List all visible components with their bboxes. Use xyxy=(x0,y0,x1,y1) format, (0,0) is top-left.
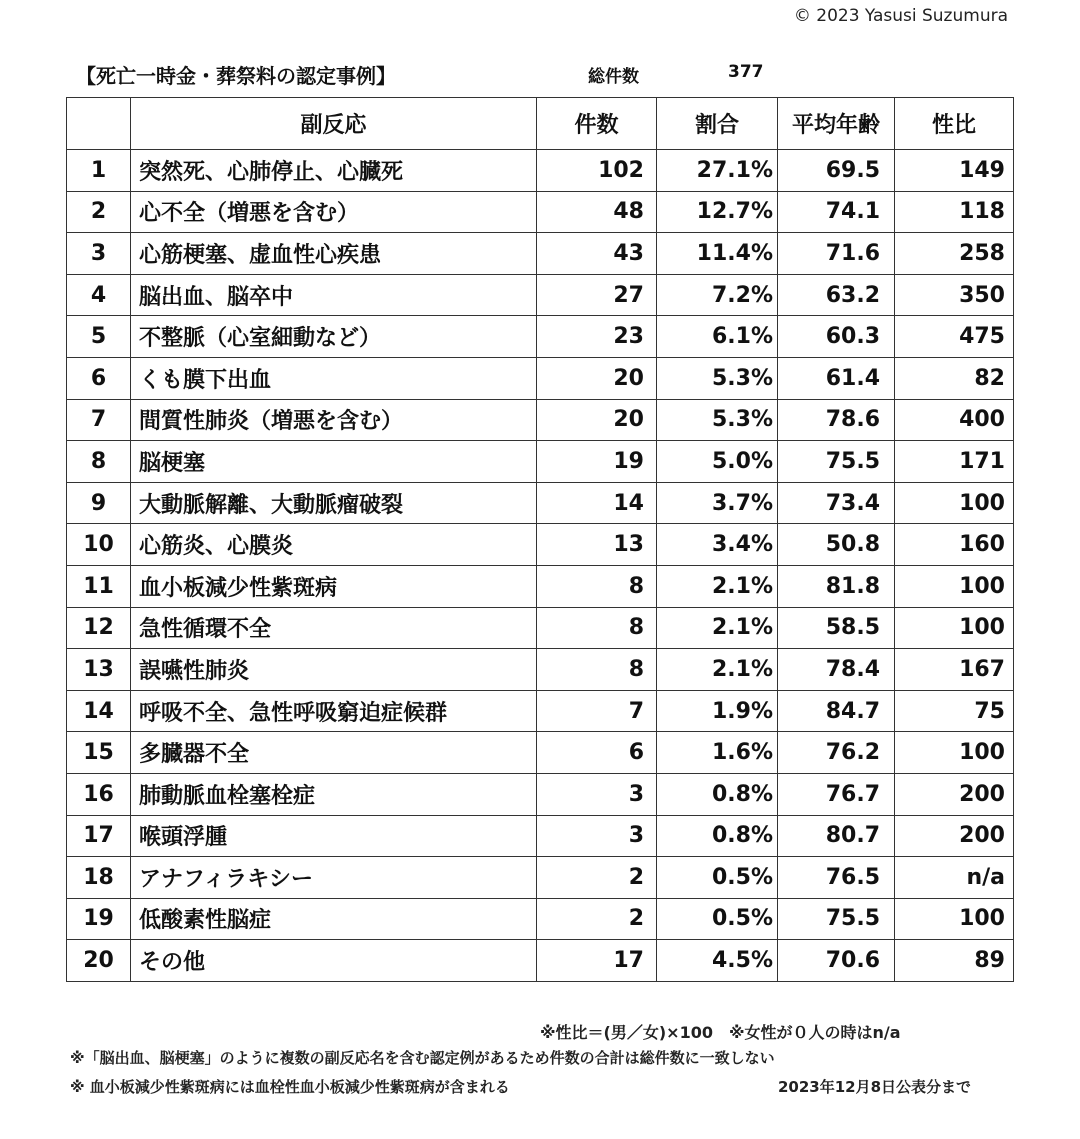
table-row xyxy=(67,690,1014,732)
average-age-cell: 78.6 xyxy=(778,399,895,441)
row-number: 16 xyxy=(67,773,131,815)
percentage-cell: 3.7% xyxy=(657,482,778,524)
average-age-cell: 84.7 xyxy=(778,690,895,732)
row-number: 10 xyxy=(67,524,131,566)
percentage-cell: 5.3% xyxy=(657,357,778,399)
count-cell: 8 xyxy=(537,607,657,649)
average-age-cell: 75.5 xyxy=(778,441,895,483)
row-number: 7 xyxy=(67,399,131,441)
sex-ratio-cell: 100 xyxy=(895,732,1014,774)
table-row xyxy=(67,857,1014,899)
count-cell: 23 xyxy=(537,316,657,358)
percentage-cell: 0.5% xyxy=(657,898,778,940)
percentage-cell: 27.1% xyxy=(657,150,778,192)
percentage-cell: 0.5% xyxy=(657,857,778,899)
average-age-cell: 71.6 xyxy=(778,233,895,275)
count-cell: 43 xyxy=(537,233,657,275)
percentage-cell: 2.1% xyxy=(657,565,778,607)
row-number: 8 xyxy=(67,441,131,483)
note-multiple-reactions: ※「脳出血、脳梗塞」のように複数の副反応名を含む認定例があるため件数の合計は総件数に一致しない xyxy=(70,1049,775,1067)
adverse-reaction-name: 呼吸不全、急性呼吸窮迫症候群 xyxy=(131,690,537,732)
count-cell: 6 xyxy=(537,732,657,774)
adverse-reaction-name: 心筋炎、心膜炎 xyxy=(131,524,537,566)
sex-ratio-cell: 100 xyxy=(895,482,1014,524)
sex-ratio-cell: 258 xyxy=(895,233,1014,275)
average-age-cell: 78.4 xyxy=(778,649,895,691)
row-number: 4 xyxy=(67,274,131,316)
adverse-reaction-name: その他 xyxy=(131,940,537,982)
sex-ratio-cell: 160 xyxy=(895,524,1014,566)
table-row xyxy=(67,150,1014,192)
note-sex-ratio: ※性比＝(男／女)×100 ※女性が０人の時はn/a xyxy=(540,1023,901,1042)
count-cell: 20 xyxy=(537,399,657,441)
sex-ratio-cell: 400 xyxy=(895,399,1014,441)
row-number: 1 xyxy=(67,150,131,192)
row-number: 20 xyxy=(67,940,131,982)
count-cell: 13 xyxy=(537,524,657,566)
table-row xyxy=(67,274,1014,316)
header-count: 件数 xyxy=(537,98,657,150)
percentage-cell: 1.9% xyxy=(657,690,778,732)
row-number: 18 xyxy=(67,857,131,899)
total-count-label: 総件数 xyxy=(588,67,639,87)
row-number: 6 xyxy=(67,357,131,399)
table-row xyxy=(67,898,1014,940)
copyright-text: © 2023 Yasusi Suzumura xyxy=(793,6,1008,26)
adverse-reaction-name: 心不全（増悪を含む） xyxy=(131,191,537,233)
adverse-reaction-name: 突然死、心肺停止、心臓死 xyxy=(131,150,537,192)
row-number: 2 xyxy=(67,191,131,233)
adverse-reaction-name: 心筋梗塞、虚血性心疾患 xyxy=(131,233,537,275)
adverse-events-table xyxy=(66,97,1014,982)
header-no xyxy=(67,98,131,150)
count-cell: 20 xyxy=(537,357,657,399)
table-row xyxy=(67,815,1014,857)
sex-ratio-cell: 167 xyxy=(895,649,1014,691)
percentage-cell: 2.1% xyxy=(657,607,778,649)
header-average-age: 平均年齢 xyxy=(778,98,895,150)
average-age-cell: 60.3 xyxy=(778,316,895,358)
percentage-cell: 1.6% xyxy=(657,732,778,774)
average-age-cell: 76.2 xyxy=(778,732,895,774)
row-number: 3 xyxy=(67,233,131,275)
count-cell: 19 xyxy=(537,441,657,483)
percentage-cell: 4.5% xyxy=(657,940,778,982)
adverse-reaction-name: 急性循環不全 xyxy=(131,607,537,649)
sex-ratio-cell: n/a xyxy=(895,857,1014,899)
percentage-cell: 12.7% xyxy=(657,191,778,233)
adverse-reaction-name: くも膜下出血 xyxy=(131,357,537,399)
row-number: 13 xyxy=(67,649,131,691)
average-age-cell: 76.7 xyxy=(778,773,895,815)
row-number: 17 xyxy=(67,815,131,857)
sex-ratio-cell: 200 xyxy=(895,773,1014,815)
row-number: 15 xyxy=(67,732,131,774)
count-cell: 27 xyxy=(537,274,657,316)
table-row xyxy=(67,191,1014,233)
percentage-cell: 7.2% xyxy=(657,274,778,316)
header-percentage: 割合 xyxy=(657,98,778,150)
header-adverse-reaction: 副反応 xyxy=(131,98,537,150)
publication-date-note: 2023年12月8日公表分まで xyxy=(778,1078,972,1096)
row-number: 14 xyxy=(67,690,131,732)
average-age-cell: 75.5 xyxy=(778,898,895,940)
count-cell: 17 xyxy=(537,940,657,982)
percentage-cell: 2.1% xyxy=(657,649,778,691)
count-cell: 3 xyxy=(537,773,657,815)
row-number: 11 xyxy=(67,565,131,607)
average-age-cell: 74.1 xyxy=(778,191,895,233)
count-cell: 2 xyxy=(537,857,657,899)
sex-ratio-cell: 100 xyxy=(895,607,1014,649)
percentage-cell: 0.8% xyxy=(657,773,778,815)
table-row xyxy=(67,399,1014,441)
adverse-reaction-name: 脳出血、脳卒中 xyxy=(131,274,537,316)
adverse-reaction-name: アナフィラキシー xyxy=(131,857,537,899)
header-sex-ratio: 性比 xyxy=(895,98,1014,150)
table-row xyxy=(67,607,1014,649)
adverse-reaction-name: 不整脈（心室細動など） xyxy=(131,316,537,358)
table-body xyxy=(67,150,1014,982)
adverse-reaction-name: 脳梗塞 xyxy=(131,441,537,483)
sex-ratio-cell: 350 xyxy=(895,274,1014,316)
table-row xyxy=(67,233,1014,275)
sex-ratio-cell: 171 xyxy=(895,441,1014,483)
adverse-reaction-name: 喉頭浮腫 xyxy=(131,815,537,857)
percentage-cell: 3.4% xyxy=(657,524,778,566)
count-cell: 7 xyxy=(537,690,657,732)
sex-ratio-cell: 75 xyxy=(895,690,1014,732)
count-cell: 102 xyxy=(537,150,657,192)
table-row xyxy=(67,524,1014,566)
count-cell: 3 xyxy=(537,815,657,857)
sex-ratio-cell: 200 xyxy=(895,815,1014,857)
adverse-reaction-name: 多臓器不全 xyxy=(131,732,537,774)
sex-ratio-cell: 149 xyxy=(895,150,1014,192)
adverse-reaction-name: 誤嚥性肺炎 xyxy=(131,649,537,691)
average-age-cell: 81.8 xyxy=(778,565,895,607)
percentage-cell: 5.3% xyxy=(657,399,778,441)
average-age-cell: 69.5 xyxy=(778,150,895,192)
average-age-cell: 58.5 xyxy=(778,607,895,649)
row-number: 9 xyxy=(67,482,131,524)
table-row xyxy=(67,940,1014,982)
table-title: 【死亡一時金・葬祭料の認定事例】 xyxy=(76,64,396,88)
average-age-cell: 73.4 xyxy=(778,482,895,524)
count-cell: 2 xyxy=(537,898,657,940)
sex-ratio-cell: 82 xyxy=(895,357,1014,399)
average-age-cell: 70.6 xyxy=(778,940,895,982)
percentage-cell: 6.1% xyxy=(657,316,778,358)
table-row xyxy=(67,773,1014,815)
row-number: 19 xyxy=(67,898,131,940)
count-cell: 14 xyxy=(537,482,657,524)
adverse-reaction-name: 低酸素性脳症 xyxy=(131,898,537,940)
count-cell: 48 xyxy=(537,191,657,233)
table-header-row xyxy=(67,98,1014,150)
adverse-reaction-name: 血小板減少性紫斑病 xyxy=(131,565,537,607)
count-cell: 8 xyxy=(537,649,657,691)
adverse-reaction-name: 間質性肺炎（増悪を含む） xyxy=(131,399,537,441)
sex-ratio-cell: 118 xyxy=(895,191,1014,233)
table-row xyxy=(67,565,1014,607)
count-cell: 8 xyxy=(537,565,657,607)
average-age-cell: 76.5 xyxy=(778,857,895,899)
average-age-cell: 80.7 xyxy=(778,815,895,857)
table-row xyxy=(67,649,1014,691)
note-ttp: ※ 血小板減少性紫斑病には血栓性血小板減少性紫斑病が含まれる xyxy=(70,1078,510,1096)
row-number: 5 xyxy=(67,316,131,358)
sex-ratio-cell: 100 xyxy=(895,565,1014,607)
total-count-value: 377 xyxy=(728,62,764,82)
sex-ratio-cell: 89 xyxy=(895,940,1014,982)
percentage-cell: 5.0% xyxy=(657,441,778,483)
average-age-cell: 61.4 xyxy=(778,357,895,399)
average-age-cell: 63.2 xyxy=(778,274,895,316)
row-number: 12 xyxy=(67,607,131,649)
adverse-reaction-name: 肺動脈血栓塞栓症 xyxy=(131,773,537,815)
table-row xyxy=(67,316,1014,358)
percentage-cell: 11.4% xyxy=(657,233,778,275)
adverse-reaction-name: 大動脈解離、大動脈瘤破裂 xyxy=(131,482,537,524)
average-age-cell: 50.8 xyxy=(778,524,895,566)
table-row xyxy=(67,482,1014,524)
sex-ratio-cell: 100 xyxy=(895,898,1014,940)
table-row xyxy=(67,357,1014,399)
sex-ratio-cell: 475 xyxy=(895,316,1014,358)
table-row xyxy=(67,732,1014,774)
percentage-cell: 0.8% xyxy=(657,815,778,857)
table-row xyxy=(67,441,1014,483)
